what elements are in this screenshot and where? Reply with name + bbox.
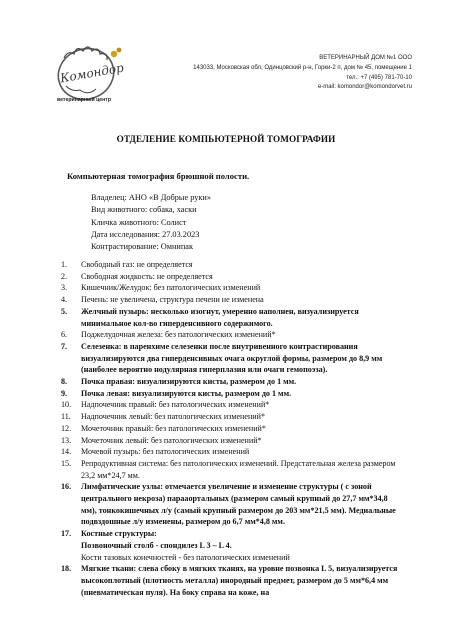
finding-item [61, 481, 401, 528]
finding-number: 6. [61, 330, 68, 340]
pet-name-line: Кличка животного: Солист [91, 217, 187, 227]
finding-item [61, 563, 401, 598]
org-phone: тел.: +7 (495) 781-70-10 [346, 74, 412, 81]
finding-text: Мягкие ткани: слева сбоку в мягких тканях, на уровне позвонка L 5, визуализируется высокоплотный (плотность металла) инородный предмет, размером до 5 мм*6,4 мм (пневматическая пуля). На боку справа на коже, на [81, 564, 398, 597]
logo-caption: ветеринарный центр [57, 97, 112, 103]
finding-text: Почка левая: визуализируются кисты, размером до 1 мм. [81, 388, 292, 398]
findings-list [61, 259, 401, 598]
finding-text: Мочеточник левый: без патологических изменений* [81, 435, 262, 445]
finding-text: Печень: не увеличена, структура печени не изменена [81, 295, 264, 305]
finding-number: 8. [61, 377, 68, 387]
finding-text: Репродуктивная система: без патологических изменений. Предстательная железа размером 23,2 мм*24,7 мм. [81, 458, 396, 480]
finding-item [61, 399, 401, 411]
finding-text: Желчный пузырь: несколько изогнут, умеренно наполнен, визуализируется минимальное кол-во гиперденсивного содержимого. [81, 306, 359, 328]
finding-subline: Позвоночный столб - спондилез L 3 – L 4. [81, 540, 232, 550]
finding-number: 17. [61, 529, 72, 539]
finding-item [61, 341, 401, 376]
finding-text: Селезенка: в паренхиме селезенки после внутривенного контрастирования визуализируются два гиперденсивных очага округлой формы, размером до 8,9 мм (наиболее вероятно нодулярная гиперплазия или очаги гемопоэза). [81, 341, 383, 375]
finding-text: Мочеточник правый: без патологических изменений* [81, 423, 266, 433]
finding-number: 18. [61, 564, 72, 574]
finding-item [61, 435, 401, 447]
finding-number: 2. [61, 271, 68, 281]
finding-text: Поджелудочная железа: без патологических изменений* [81, 330, 276, 340]
finding-number: 4. [61, 295, 68, 305]
finding-number: 12. [61, 423, 72, 433]
org-email[interactable]: e-mail: komondor@komondorvet.ru [317, 84, 412, 91]
species-line: Вид животного: собака, хаски [91, 205, 197, 215]
finding-item [61, 423, 401, 435]
patient-info [91, 192, 211, 253]
org-address: 143033, Московская обл, Одинцовский р-н, Горки-2 п, дом № 45, помещение 1 [193, 64, 412, 71]
finding-item [61, 329, 401, 341]
owner-line: Владелец: АНО «В Добрые руки» [91, 193, 212, 202]
finding-item [61, 259, 401, 271]
finding-text: Надпочечник правый: без патологических изменений* [81, 400, 270, 410]
finding-number: 7. [61, 341, 68, 351]
finding-number: 14. [61, 447, 72, 457]
contrast-line: Контрастирование: Омнипак [91, 242, 194, 252]
finding-item [61, 306, 401, 329]
finding-text: Кишечник/Желудок: без патологических изменений [81, 283, 261, 293]
department-title: ОТДЕЛЕНИЕ КОМПЬЮТЕРНОЙ ТОМОГРАФИИ [116, 134, 336, 144]
svg-text:Комондор: Комондор [59, 60, 125, 86]
finding-number: 15. [61, 458, 72, 468]
finding-text: Мочевой пузырь: без патологических изменений [81, 447, 250, 457]
finding-item [61, 282, 401, 294]
finding-item [61, 446, 401, 458]
clinic-contacts [112, 54, 412, 93]
finding-text: Свободный газ: не определяется [81, 260, 193, 269]
study-title: Компьютерная томография брюшной полости. [67, 171, 250, 181]
org-name: ВЕТЕРИНАРНЫЙ ДОМ №1 ООО [319, 55, 412, 61]
finding-item [61, 528, 401, 563]
finding-text: Свободная жидкость: не определяется [81, 271, 213, 281]
finding-number: 5. [61, 306, 68, 316]
finding-text: Почка правая: визуализируются кисты, размером до 1 мм. [81, 377, 297, 387]
finding-text: Лимфатические узлы: отмечается увеличение и изменение структуры ( с зоной центрального некроза) парааортальных (размером самый крупный до 27,7 мм*34,8 мм), тонкокишечных л/у (самый крупный размером до 203 мм*21,5 мм). Медиальные подвздошные л/у изменены, размером до 6,7 мм*4,8 мм. [81, 482, 396, 527]
finding-subline: Кости тазовых конечностей - без патологических изменений [81, 552, 290, 562]
finding-item [61, 271, 401, 283]
finding-text: Надпочечник левый: без патологических изменений* [81, 412, 265, 422]
finding-text: Костные структуры: [81, 529, 157, 539]
finding-item [61, 388, 401, 400]
finding-item [61, 376, 401, 388]
finding-number: 9. [61, 388, 68, 398]
finding-number: 11. [61, 412, 71, 422]
study-date-line: Дата исследования: 27.03.2023 [91, 229, 200, 239]
finding-number: 3. [61, 283, 68, 293]
finding-number: 10. [61, 400, 72, 410]
finding-number: 13. [61, 435, 72, 445]
finding-item [61, 294, 401, 306]
finding-number: 16. [61, 482, 72, 492]
finding-number: 1. [61, 260, 68, 269]
finding-item [61, 411, 401, 423]
finding-item [61, 458, 401, 481]
